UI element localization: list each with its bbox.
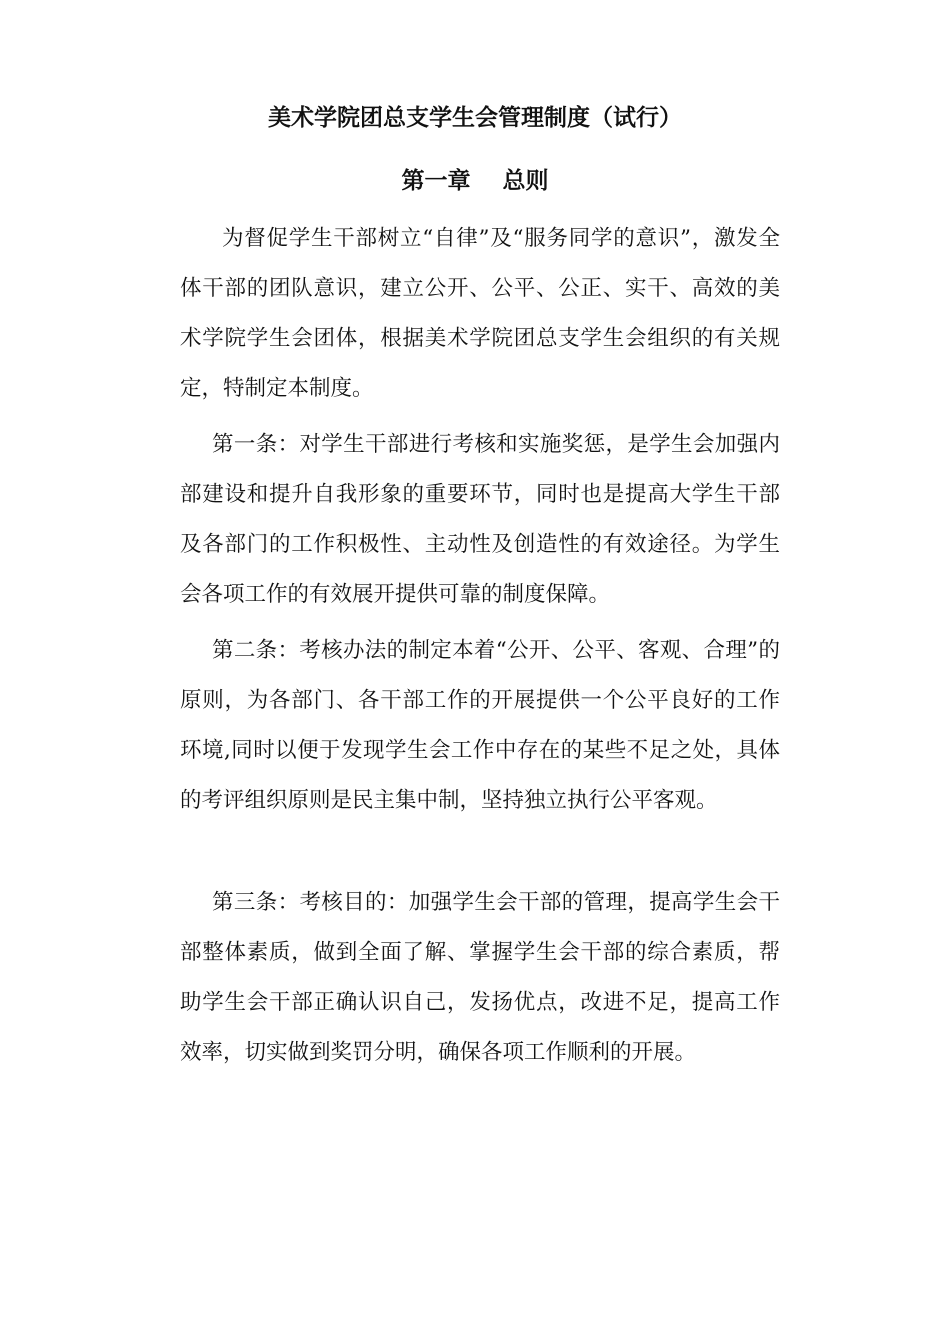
article-2-paragraph: 第二条：考核办法的制定本着“公开、公平、客观、合理”的原则，为各部门、各干部工作的开展提供一个公平良好的工作环境,同时以便于发现学生会工作中存在的某些不足之处，具体的考评组织原则是民主集中制，坚持独立执行公平客观。 xyxy=(180,638,780,813)
document-title: 美术学院团总支学生会管理制度（试行） xyxy=(268,104,682,131)
intro-paragraph: 为督促学生干部树立“自律”及“服务同学的意识”，激发全体干部的团队意识，建立公开、公平、公正、实干、高效的美术学院学生会团体，根据美术学院团总支学生会组织的有关规定，特制定本制度。 xyxy=(180,226,780,401)
chapter-heading: 第一章 总则 xyxy=(401,167,549,194)
article-3-paragraph: 第三条：考核目的：加强学生会干部的管理，提高学生会干部整体素质，做到全面了解、掌握学生会干部的综合素质，帮助学生会干部正确认识自己，发扬优点，改进不足，提高工作效率，切实做到奖罚分明，确保各项工作顺利的开展。 xyxy=(180,890,780,1065)
article-1-paragraph: 第一条：对学生干部进行考核和实施奖惩，是学生会加强内部建设和提升自我形象的重要环节，同时也是提高大学生干部及各部门的工作积极性、主动性及创造性的有效途径。为学生会各项工作的有效展开提供可靠的制度保障。 xyxy=(180,432,780,607)
